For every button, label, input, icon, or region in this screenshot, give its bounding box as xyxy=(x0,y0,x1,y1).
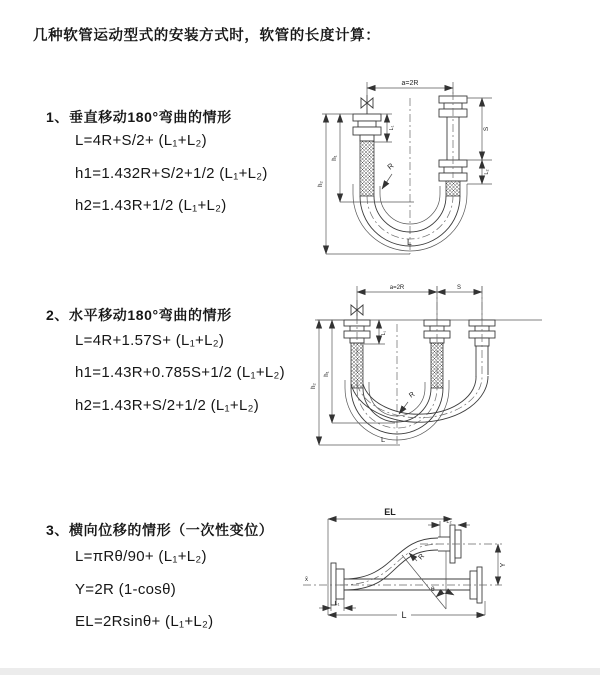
section-1-title: 垂直移动180°弯曲的情形 xyxy=(69,109,232,125)
dim-label-y: Y xyxy=(500,562,507,568)
dim-l xyxy=(328,601,485,620)
dim-label-l1: L₁ xyxy=(381,330,387,336)
section-1-heading xyxy=(46,107,232,127)
section-1-formula-h1: h1=1.432R+S/2+1/2 (L₁+L₂) xyxy=(75,165,268,182)
hose-u-curve-position1 xyxy=(345,286,482,444)
dim-label-h2: h₂ xyxy=(311,383,317,389)
radius-label: R xyxy=(408,391,417,400)
diagram-lateral-displacement xyxy=(300,497,600,652)
section-2-formula-L: L=4R+1.57S+ (L₁+L₂) xyxy=(75,332,225,349)
radius-callout xyxy=(382,161,396,189)
dim-label-h1: h₁ xyxy=(332,155,338,161)
dim-a2r xyxy=(367,80,453,95)
section-2-heading xyxy=(46,305,232,325)
length-label: L xyxy=(381,435,386,444)
theta-label: θ xyxy=(431,586,435,593)
section-1-number: 1、 xyxy=(46,109,69,125)
left-pipe-end xyxy=(353,114,381,196)
dim-label-s: S xyxy=(483,126,490,132)
dim-label-l2: L₂ xyxy=(446,519,452,525)
dim-l2 xyxy=(428,519,470,537)
section-1-formula-h2: h2=1.43R+1/2 (L₁+L₂) xyxy=(75,197,227,214)
page-title: 几种软管运动型式的安装方式时，软管的长度计算： xyxy=(33,28,381,44)
dim-label-l1: L₁ xyxy=(334,601,340,607)
axis-label: x̄ xyxy=(305,577,308,583)
section-3-formula-L: L=πRθ/90+ (L₁+L₂) xyxy=(75,548,207,565)
dim-label-el: EL xyxy=(384,507,396,517)
page-bottom-edge xyxy=(0,668,600,675)
dim-label-a2r: a=2R xyxy=(401,80,419,87)
dim-label-l1: L₁ xyxy=(389,125,395,131)
dim-label-s: S xyxy=(456,285,462,291)
diagram-horizontal-180-bend xyxy=(305,278,600,450)
dim-label-h1: h₁ xyxy=(324,371,330,377)
dim-label-a2r: a=2R xyxy=(389,285,405,291)
section-2-formula-h2: h2=1.43R+S/2+1/2 (L₁+L₂) xyxy=(75,397,260,414)
dim-a2r xyxy=(357,285,482,320)
dim-l1 xyxy=(319,599,356,611)
dim-y xyxy=(498,544,507,585)
section-2-title: 水平移动180°弯曲的情形 xyxy=(69,307,232,323)
angle-theta xyxy=(402,551,454,609)
section-3-heading xyxy=(46,520,273,540)
radius-label: R xyxy=(417,552,426,562)
dim-label-l: L xyxy=(401,610,407,620)
section-1-formula-L: L=4R+S/2+ (L₁+L₂) xyxy=(75,132,207,149)
section-3-number: 3、 xyxy=(46,522,69,538)
hose-displaced-position xyxy=(340,538,440,590)
dim-s xyxy=(467,98,492,184)
radius-label: R xyxy=(385,161,396,172)
left-flange xyxy=(331,563,344,605)
valve-icon xyxy=(361,95,373,114)
section-2-number: 2、 xyxy=(46,307,69,323)
section-3-formula-EL: EL=2Rsinθ+ (L₁+L₂) xyxy=(75,613,214,630)
dim-label-h2: h₂ xyxy=(318,181,324,187)
section-3-formula-Y: Y=2R (1-cosθ) xyxy=(75,581,177,598)
radius-callout xyxy=(409,553,426,562)
section-2-formula-h1: h1=1.43R+0.785S+1/2 (L₁+L₂) xyxy=(75,364,285,381)
section-3-title: 横向位移的情形（一次性变位） xyxy=(69,522,274,538)
upper-flange xyxy=(420,525,502,563)
length-label: L xyxy=(407,237,412,247)
diagram-vertical-180-bend xyxy=(310,68,600,258)
dim-label-l2: L₂ xyxy=(484,169,490,175)
